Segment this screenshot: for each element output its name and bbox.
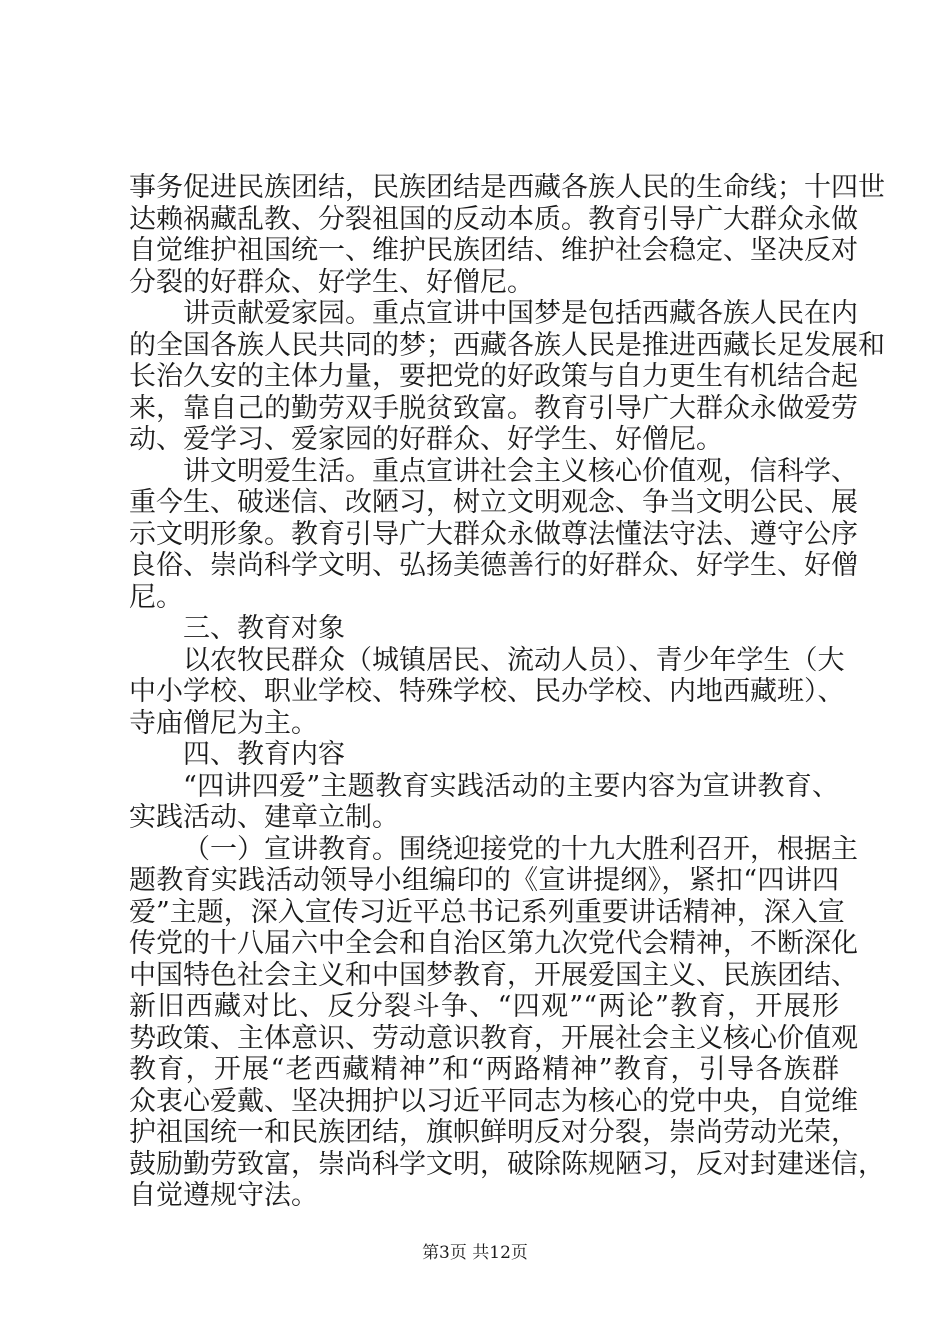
text-line: 动、爱学习、爱家园的好群众、好学生、好僧尼。 <box>129 424 723 455</box>
text-line: 中国特色社会主义和中国梦教育，开展爱国主义、民族团结、 <box>129 959 858 991</box>
text-line: 自觉维护祖国统一、维护民族团结、维护社会稳定、坚决反对 <box>129 235 858 266</box>
text-line: 自觉遵规守法。 <box>129 1180 318 1211</box>
text-line: 教育，开展“老西藏精神”和“两路精神”教育，引导各族群 <box>129 1054 839 1085</box>
page-number-footer: 第3页 共12页 <box>422 1243 528 1263</box>
text-line: 重今生、破迷信、改陋习，树立文明观念、争当文明公民、展 <box>129 487 858 518</box>
text-line: 达赖祸藏乱教、分裂祖国的反动本质。教育引导广大群众永做 <box>129 203 858 235</box>
text-line: 示文明形象。教育引导广大群众永做尊法懂法守法、遵守公序 <box>129 518 858 550</box>
text-line: 四、教育内容 <box>183 739 345 770</box>
text-line: 势政策、主体意识、劳动意识教育，开展社会主义核心价值观 <box>129 1022 858 1054</box>
text-line: （一）宣讲教育。围绕迎接党的十九大胜利召开，根据主 <box>183 833 858 865</box>
text-line: “四讲四爱”主题教育实践活动的主要内容为宣讲教育、 <box>183 770 839 802</box>
text-line: 来，靠自己的勤劳双手脱贫致富。教育引导广大群众永做爱劳 <box>129 392 858 424</box>
text-line: 尼。 <box>129 581 183 613</box>
text-line: 鼓励勤劳致富，崇尚科学文明，破除陈规陋习，反对封建迷信， <box>129 1148 885 1180</box>
text-line: 良俗、崇尚科学文明、弘扬美德善行的好群众、好学生、好僧 <box>129 550 858 581</box>
text-line: 寺庙僧尼为主。 <box>129 707 318 739</box>
text-line: 新旧西藏对比、反分裂斗争、“四观”“两论”教育，开展形 <box>129 991 839 1022</box>
text-line: 众衷心爱戴、坚决拥护以习近平同志为核心的党中央，自觉维 <box>129 1085 858 1117</box>
text-line: 事务促进民族团结，民族团结是西藏各族人民的生命线；十四世 <box>129 172 885 203</box>
text-line: 中小学校、职业学校、特殊学校、民办学校、内地西藏班）、 <box>129 676 845 707</box>
text-line: 题教育实践活动领导小组编印的《宣讲提纲》，紧扣“四讲四 <box>129 865 839 896</box>
text-line: 三、教育对象 <box>183 613 345 644</box>
text-line: 爱”主题，深入宣传习近平总书记系列重要讲话精神，深入宣 <box>129 896 845 928</box>
text-line: 实践活动、建章立制。 <box>129 802 399 833</box>
text-line: 以农牧民群众（城镇居民、流动人员）、青少年学生（大 <box>183 644 845 676</box>
text-line: 讲贡献爱家园。重点宣讲中国梦是包括西藏各族人民在内 <box>183 298 858 329</box>
document-body <box>129 172 885 1212</box>
text-line: 讲文明爱生活。重点宣讲社会主义核心价值观，信科学、 <box>183 455 858 487</box>
text-line: 长治久安的主体力量，要把党的好政策与自力更生有机结合起 <box>129 361 858 392</box>
text-line: 分裂的好群众、好学生、好僧尼。 <box>129 266 534 298</box>
text-line: 的全国各族人民共同的梦；西藏各族人民是推进西藏长足发展和 <box>129 329 885 361</box>
text-line: 护祖国统一和民族团结，旗帜鲜明反对分裂，崇尚劳动光荣， <box>129 1117 858 1148</box>
text-line: 传党的十八届六中全会和自治区第九次党代会精神，不断深化 <box>129 928 858 959</box>
